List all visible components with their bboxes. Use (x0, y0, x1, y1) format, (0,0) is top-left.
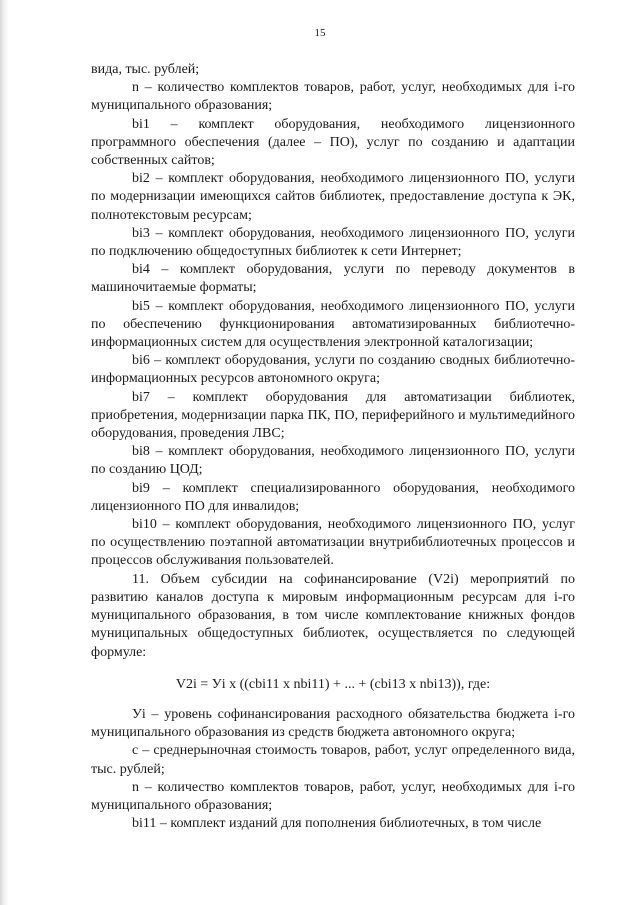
page-number: 15 (314, 27, 326, 39)
paragraph: 11. Объем субсидии на софинансирование (V2i) мероприятий по развитию каналов доступа к мировым информационным ресурсам для i-го муниципального образования, в том числе комплектование книжных фондов муниципальных общедоступных библиотек, осуществляется по следующей формуле: (91, 571, 575, 660)
paragraph: bi1 – комплект оборудования, необходимого лицензионного программного обеспечения (далее – ПО), услуг по созданию и адаптации собственных сайтов; (91, 116, 575, 169)
paragraph: bi2 – комплект оборудования, необходимого лицензионного ПО, услуги по модернизации имеющихся сайтов библиотек, предоставление доступа к ЭК, полнотекстовым ресурсам; (91, 171, 575, 223)
paragraph: bi10 – комплект оборудования, необходимого лицензионного ПО, услуг по осуществлению поэтапной автоматизации внутрибиблиотечных процессов и процессов обслуживания пользователей. (91, 517, 575, 569)
paragraph: bi3 – комплект оборудования, необходимого лицензионного ПО, услуги по подключению общедоступных библиотек к сети Интернет; (91, 225, 575, 260)
formula: V2i = Уi x ((cbi11 x nbi11) + ... + (cbi13 x nbi13)), где: (175, 676, 491, 692)
paragraph: n – количество комплектов товаров, работ, услуг, необходимых для i-го муниципального образования; (91, 80, 575, 114)
paragraph: c – среднерыночная стоимость товаров, работ, услуг определенного вида, тыс. рублей; (91, 743, 575, 777)
paragraph: bi8 – комплект оборудования, необходимого лицензионного ПО, услуги по созданию ЦОД; (91, 444, 575, 478)
paragraph: bi11 – комплект изданий для пополнения библиотечных, в том числе (132, 816, 542, 832)
paragraph: Уi – уровень софинансирования расходного обязательства бюджета i-го муниципального образования из средств бюджета автономного округа; (91, 706, 575, 741)
paragraph: bi9 – комплект специализированного оборудования, необходимого лицензионного ПО для инвалидов; (91, 480, 575, 514)
scan-left-edge (0, 0, 9, 905)
paragraph: n – количество комплектов товаров, работ, услуг, необходимых для i-го муниципального образования; (91, 779, 575, 813)
paragraphs-after-formula (91, 706, 575, 833)
paragraph: вида, тыс. рублей; (91, 62, 200, 77)
paragraph: bi4 – комплект оборудования, услуги по переводу документов в машиночитаемые форматы; (91, 262, 575, 296)
paragraphs-before-formula (91, 61, 575, 662)
paragraph: bi7 – комплект оборудования для автоматизации библиотек, приобретения, модернизации парка ПК, ПО, периферийного и мультимедийного оборудования, проведения ЛВС; (91, 389, 575, 442)
paragraph: bi5 – комплект оборудования, необходимого лицензионного ПО, услуги по обеспечению функционирования автоматизированных библиотечно-информационных систем для осуществления электронной каталогизации; (91, 298, 575, 351)
paragraph: bi6 – комплект оборудования, услуги по созданию сводных библиотечно-информационных ресурсов автономного округа; (91, 353, 575, 387)
document-body (91, 61, 575, 833)
